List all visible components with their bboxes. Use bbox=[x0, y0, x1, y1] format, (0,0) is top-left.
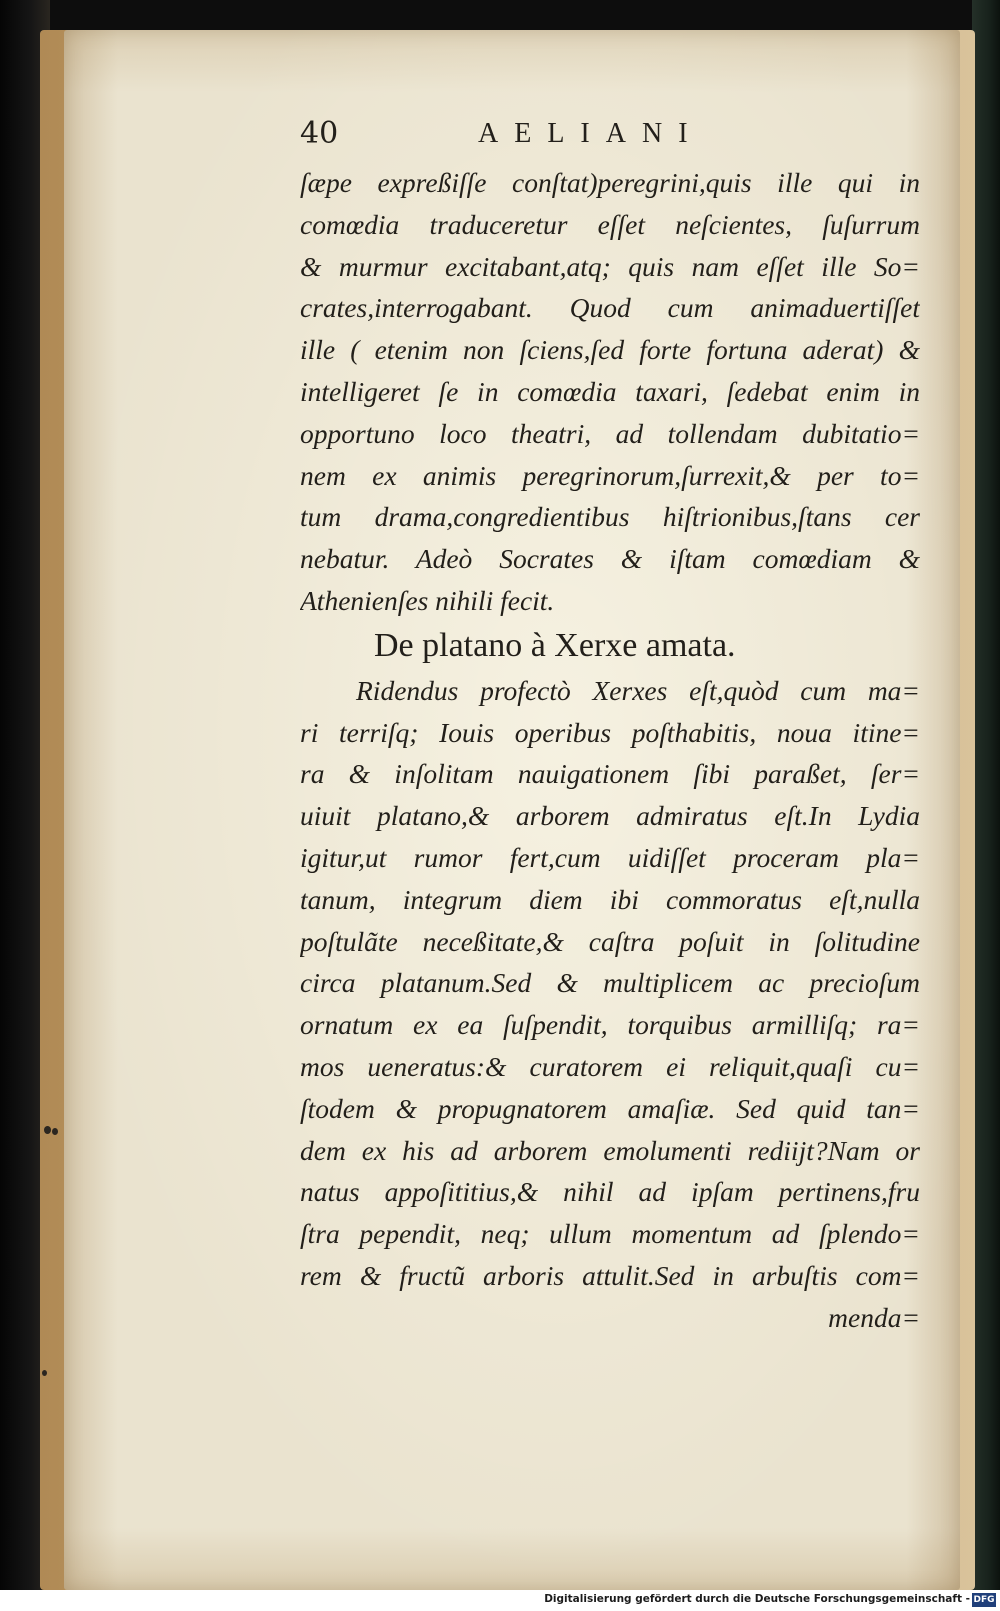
text-line: ille ( etenim non ſciens,ſed forte fortuna aderat) & bbox=[300, 334, 920, 366]
running-header bbox=[300, 116, 920, 156]
text-line: opportuno loco theatri, ad tollendam dubitatio= bbox=[300, 417, 920, 449]
text-line: & murmur excitabant,atq; quis nam eſſet ille So= bbox=[300, 250, 920, 282]
text-line: poſtulãte neceßitate,& caſtra poſuit in ſolitudine bbox=[300, 925, 920, 957]
text-line: igitur,ut rumor fert,cum uidiſſet proceram pla= bbox=[300, 841, 920, 873]
text-line: tanum, integrum diem ibi commoratus eſt,nulla bbox=[300, 883, 920, 915]
text-block bbox=[300, 162, 920, 1339]
text-line: ſæpe expreßiſſe conſtat)peregrini,quis ille qui in bbox=[300, 167, 920, 198]
catchword: menda= bbox=[828, 1301, 920, 1333]
text-line: comœdia traduceretur eſſet neſcientes, ſuſurrum bbox=[300, 208, 920, 240]
footer-bar bbox=[0, 1590, 1000, 1611]
text-line: mos ueneratus:& curatorem ei reliquit,quaſi cu= bbox=[300, 1050, 920, 1082]
text-line: dem ex his ad arborem emolumenti rediijt?Nam or bbox=[300, 1134, 920, 1166]
text-line: circa platanum.Sed & multiplicem ac precioſum bbox=[300, 967, 920, 999]
footer-credit: Digitalisierung gefördert durch die Deutsche Forschungsgemeinschaft - bbox=[544, 1593, 970, 1605]
text-line: Ridendus profectò Xerxes eſt,quòd cum ma= bbox=[356, 674, 920, 706]
text-line: ri terriſq; Iouis operibus poſthabitis, noua itine= bbox=[300, 716, 920, 748]
text-line: intelligeret ſe in comœdia taxari, ſedebat enim in bbox=[300, 375, 920, 407]
text-line: ſtodem & propugnatorem amaſiæ. Sed quid tan= bbox=[300, 1092, 920, 1124]
page-number: 40 bbox=[300, 116, 339, 151]
text-line: Athenienſes nihili fecit. bbox=[300, 584, 555, 616]
text-line: ſtra pependit, neq; ullum momentum ad ſplendo= bbox=[300, 1218, 920, 1250]
page-mark bbox=[52, 1128, 58, 1135]
text-line: uiuit platano,& arborem admiratus eſt.In Lydia bbox=[300, 800, 920, 832]
text-line: ornatum ex ea ſuſpendit, torquibus armilliſq; ra= bbox=[300, 1009, 920, 1041]
book-binding bbox=[972, 0, 1000, 1590]
text-line: tum drama,congredientibus hiſtrionibus,ſtans cer bbox=[300, 501, 920, 533]
text-line: crates,interrogabant. Quod cum animaduertiſſet bbox=[300, 292, 920, 324]
running-head: AELIANI bbox=[478, 118, 704, 149]
page-mark bbox=[44, 1126, 51, 1134]
text-line: nebatur. Adeò Socrates & iſtam comœdiam & bbox=[300, 543, 920, 575]
text-line: natus appoſititius,& nihil ad ipſam pertinens,fru bbox=[300, 1176, 920, 1208]
text-line: ra & inſolitam nauigationem ſibi paraßet, ſer= bbox=[300, 758, 920, 790]
text-line: rem & fructũ arboris attulit.Sed in arbuſtis com= bbox=[300, 1259, 920, 1291]
page-mark bbox=[42, 1370, 47, 1376]
text-line: nem ex animis peregrinorum,ſurrexit,& per to= bbox=[300, 459, 920, 491]
dfg-logo-icon: DFG bbox=[973, 1595, 995, 1605]
section-heading: De platano à Xerxe amata. bbox=[374, 626, 736, 664]
